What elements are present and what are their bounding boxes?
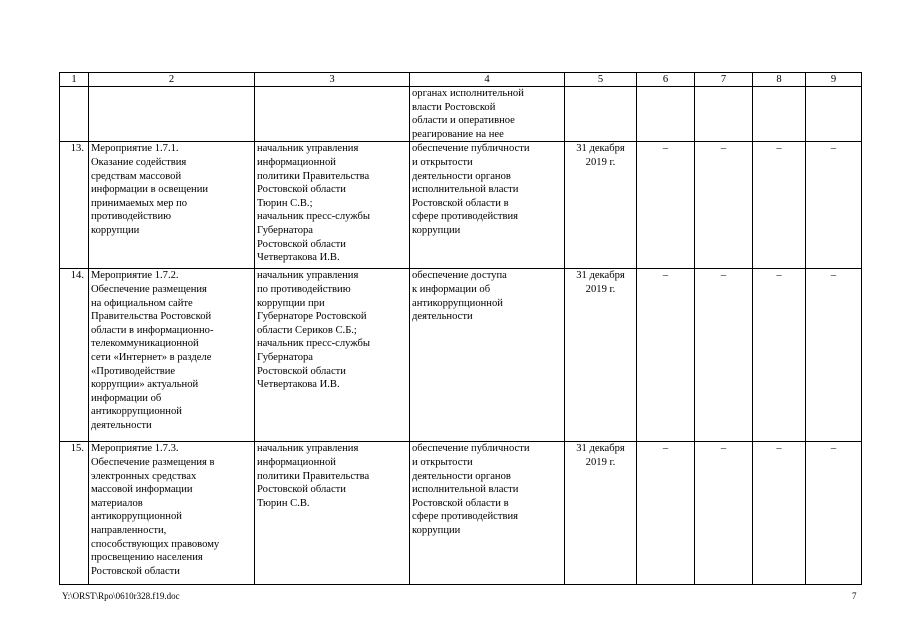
value-cell: – bbox=[806, 269, 862, 442]
event-cell: Мероприятие 1.7.2. Обеспечение размещения на официальном сайте Правительства Ростовской области в информационно- телекоммуникационной сети «Интернет» в разделе «Противодействие коррупции» актуальной информации об антикоррупционной деятельности bbox=[89, 269, 255, 442]
value-cell: – bbox=[753, 142, 806, 269]
result-cell: обеспечение публичности и открытости деятельности органов исполнительной власти Ростовской области в сфере противодействия коррупции bbox=[410, 142, 565, 269]
empty-cell bbox=[60, 87, 89, 142]
column-number: 6 bbox=[637, 73, 695, 87]
column-number: 2 bbox=[89, 73, 255, 87]
result-cell: органах исполнительной власти Ростовской области и оперативное реагирование на нее bbox=[410, 87, 565, 142]
column-number-row bbox=[60, 73, 862, 87]
column-number: 8 bbox=[753, 73, 806, 87]
responsible-cell: начальник управления информационной политики Правительства Ростовской области Тюрин С.В.; начальник пресс-службы Губернатора Ростовской области Четвертакова И.В. bbox=[255, 142, 410, 269]
result-cell: обеспечение доступа к информации об антикоррупционной деятельности bbox=[410, 269, 565, 442]
value-cell: – bbox=[753, 269, 806, 442]
value-cell: – bbox=[637, 442, 695, 585]
event-cell: Мероприятие 1.7.3. Обеспечение размещения в электронных средствах массовой информации материалов антикоррупционной направленности, способствующих правовому просвещению населения Ростовской области bbox=[89, 442, 255, 585]
row-number: 13. bbox=[60, 142, 89, 269]
date-cell: 31 декабря 2019 г. bbox=[565, 142, 637, 269]
table-row bbox=[60, 142, 862, 269]
column-number: 1 bbox=[60, 73, 89, 87]
value-cell: – bbox=[806, 442, 862, 585]
event-cell: Мероприятие 1.7.1. Оказание содействия средствам массовой информации в освещении принимаемых мер по противодействию коррупции bbox=[89, 142, 255, 269]
value-cell: – bbox=[637, 142, 695, 269]
page-number: 7 bbox=[852, 591, 857, 601]
empty-cell bbox=[89, 87, 255, 142]
value-cell: – bbox=[695, 269, 753, 442]
value-cell: – bbox=[695, 442, 753, 585]
empty-cell bbox=[255, 87, 410, 142]
value-cell: – bbox=[753, 442, 806, 585]
measures-table bbox=[59, 72, 862, 585]
column-number: 7 bbox=[695, 73, 753, 87]
responsible-cell: начальник управления по противодействию коррупции при Губернаторе Ростовской области Сериков С.Б.; начальник пресс-службы Губернатора Ростовской области Четвертакова И.В. bbox=[255, 269, 410, 442]
column-number: 3 bbox=[255, 73, 410, 87]
value-cell: – bbox=[695, 142, 753, 269]
row-number: 14. bbox=[60, 269, 89, 442]
table-row bbox=[60, 442, 862, 585]
empty-cell bbox=[806, 87, 862, 142]
row-number: 15. bbox=[60, 442, 89, 585]
table-row bbox=[60, 269, 862, 442]
date-cell: 31 декабря 2019 г. bbox=[565, 442, 637, 585]
empty-cell bbox=[637, 87, 695, 142]
empty-cell bbox=[753, 87, 806, 142]
continuation-row bbox=[60, 87, 862, 142]
empty-cell bbox=[565, 87, 637, 142]
result-cell: обеспечение публичности и открытости деятельности органов исполнительной власти Ростовской области в сфере противодействия коррупции bbox=[410, 442, 565, 585]
column-number: 5 bbox=[565, 73, 637, 87]
empty-cell bbox=[695, 87, 753, 142]
value-cell: – bbox=[806, 142, 862, 269]
file-path: Y:\ORST\Rpo\0610r328.f19.doc bbox=[62, 591, 180, 601]
value-cell: – bbox=[637, 269, 695, 442]
responsible-cell: начальник управления информационной политики Правительства Ростовской области Тюрин С.В. bbox=[255, 442, 410, 585]
date-cell: 31 декабря 2019 г. bbox=[565, 269, 637, 442]
column-number: 4 bbox=[410, 73, 565, 87]
column-number: 9 bbox=[806, 73, 862, 87]
